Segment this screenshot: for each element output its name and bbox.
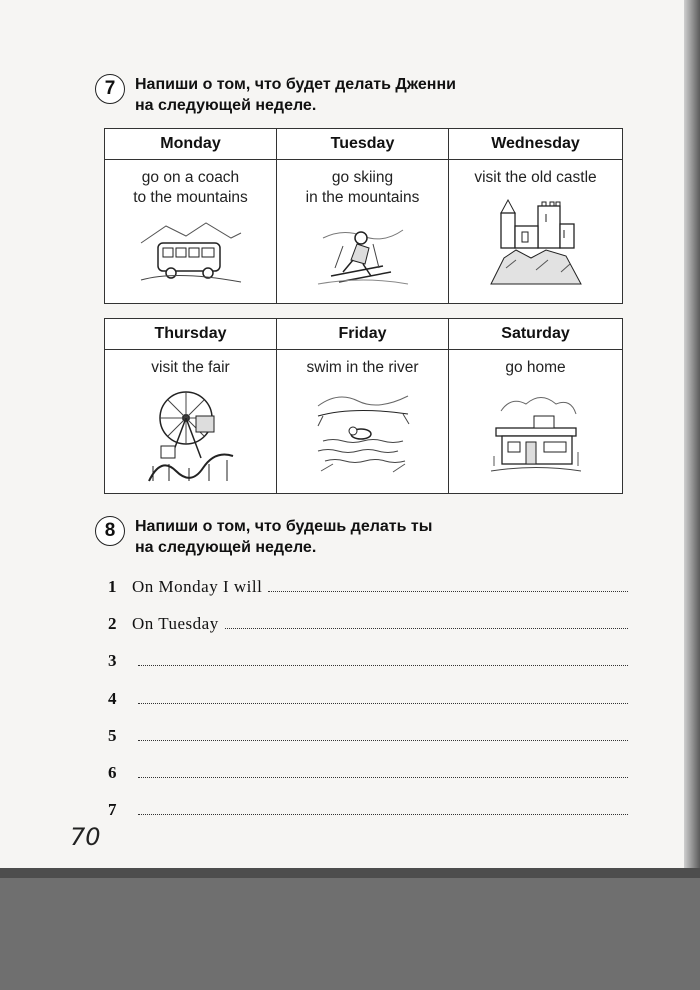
activity-text: [277, 350, 448, 384]
answer-line[interactable]: [108, 651, 628, 688]
day-header: Thursday: [105, 319, 277, 350]
answer-line[interactable]: [108, 726, 628, 763]
activity-text: [105, 160, 276, 216]
line-number: 1: [108, 577, 117, 596]
answer-lines: [108, 577, 628, 837]
activity-text: [105, 350, 276, 384]
exercise-instruction: [135, 516, 432, 558]
dotted-writing-line[interactable]: [138, 765, 628, 778]
activity-line: go on a coach: [141, 169, 240, 186]
exercise-instruction: [135, 74, 456, 116]
answer-line[interactable]: [108, 763, 628, 800]
table-header-row: [105, 319, 623, 350]
scan-bottom-shadow: [0, 868, 700, 878]
table-activity-row: [105, 160, 623, 304]
day-header: Tuesday: [277, 129, 449, 160]
skier-icon: [313, 218, 413, 288]
exercise-number-badge: 8: [95, 516, 125, 546]
instruction-line-2: на следующей неделе.: [135, 539, 317, 556]
activity-cell: [449, 160, 623, 304]
activity-text: [449, 350, 622, 384]
schedule-table-1: [104, 128, 623, 304]
day-header: Saturday: [449, 319, 623, 350]
activity-cell: [277, 350, 449, 494]
activity-line: go skiing: [331, 169, 394, 186]
activity-cell: [105, 160, 277, 304]
table-activity-row: [105, 350, 623, 494]
dotted-writing-line[interactable]: [138, 653, 628, 666]
exercise-7-heading: [95, 74, 456, 116]
activity-cell: [277, 160, 449, 304]
dotted-writing-line[interactable]: [138, 691, 628, 704]
exercise-number-badge: 7: [95, 74, 125, 104]
activity-line: swim in the river: [306, 359, 419, 376]
answer-line[interactable]: [108, 577, 628, 614]
line-number: 4: [108, 688, 117, 708]
house-icon: [486, 386, 586, 476]
line-prompt: On Monday I will: [132, 577, 263, 596]
schedule-table-2: [104, 318, 623, 494]
answer-line[interactable]: [108, 614, 628, 651]
line-number: 2: [108, 614, 117, 634]
answer-line[interactable]: [108, 689, 628, 726]
instruction-line-1: Напиши о том, что будешь делать ты: [135, 518, 433, 535]
day-header: Monday: [105, 129, 277, 160]
instruction-line-2: на следующей неделе.: [135, 97, 317, 114]
dotted-writing-line[interactable]: [268, 579, 628, 592]
activity-line: in the mountains: [305, 189, 420, 206]
activity-line: visit the old castle: [474, 169, 597, 186]
line-number: 6: [108, 762, 117, 782]
activity-cell: [105, 350, 277, 494]
castle-icon: [486, 198, 586, 286]
line-number: 7: [108, 800, 117, 820]
line-prompt: On Tuesday: [132, 614, 219, 634]
exercise-8-heading: [95, 516, 432, 558]
ferris-wheel-icon: [141, 386, 241, 486]
book-spine-shadow: [684, 0, 700, 868]
activity-line: to the mountains: [133, 189, 248, 206]
activity-text: [277, 160, 448, 216]
table-header-row: [105, 129, 623, 160]
activity-cell: [449, 350, 623, 494]
dotted-writing-line[interactable]: [138, 728, 628, 741]
day-header: Wednesday: [449, 129, 623, 160]
line-number: 5: [108, 725, 117, 745]
page-number: 70: [70, 823, 101, 851]
activity-line: visit the fair: [151, 359, 230, 376]
dotted-writing-line[interactable]: [138, 802, 628, 815]
line-number: 3: [108, 651, 117, 671]
river-swimmer-icon: [313, 386, 413, 476]
bus-icon: [136, 218, 246, 288]
instruction-line-1: Напиши о том, что будет делать Дженни: [135, 76, 456, 93]
answer-line[interactable]: [108, 800, 628, 837]
activity-line: go home: [505, 359, 566, 376]
dotted-writing-line[interactable]: [225, 616, 628, 629]
day-header: Friday: [277, 319, 449, 350]
